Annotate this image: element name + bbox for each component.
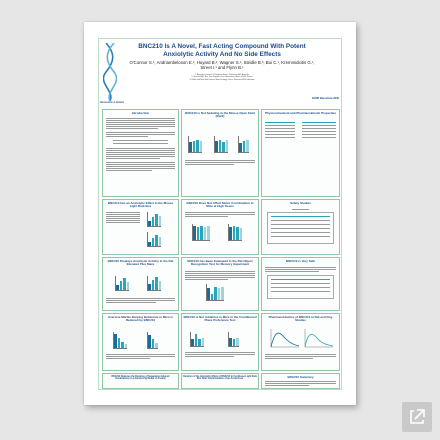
dna-helix-logo: [103, 43, 117, 101]
safety-table: [267, 212, 334, 244]
panel-place-preference: [181, 313, 259, 371]
poster-header: [99, 39, 343, 109]
safety-table: [267, 275, 334, 299]
pk-curve: [304, 328, 334, 348]
panel-title: BNC210 Summary: [287, 374, 314, 379]
panel-motor-coordination: [181, 199, 259, 255]
panel-title: Safety Studies: [290, 200, 311, 205]
panel-object-recognition: [181, 257, 259, 311]
event-label: ECNP Barcelona 2009: [312, 97, 339, 100]
panel-title: BNC210 Displays Anxiolytic Activity in the Rat Elevated Plus Maze: [107, 258, 174, 266]
panel-title: Physicochemical and Pharmacokinetic Properties: [264, 110, 337, 115]
panel-pharmacokinetics: [261, 313, 340, 371]
panel-title: BNC210 is Not Sedating in the Mouse Open Field (Dark): [185, 110, 255, 118]
panel-title: Pharmacokinetics of BNC210 in Rat and Dog Studies: [268, 314, 333, 322]
panel-very-safe: [261, 257, 340, 311]
panel-introduction: [102, 109, 179, 197]
panel-marble-burying: [102, 313, 179, 371]
poster-authors: O'Connor S.¹, Andriambeloson E.², Huyard B.², Wagner S.², Steidle B.³, Bui C.¹, Kremmidiotis G.¹, Street I.¹ and Flynn B.¹: [129, 60, 315, 71]
panel-duration: [181, 373, 259, 389]
panel-title: BNC210 Does Not Affect Motor Coordination in Mice at High Doses: [186, 200, 254, 208]
panel-physicochemical: [261, 109, 340, 197]
panel-vocalizations: [102, 373, 179, 389]
document-page: [84, 22, 356, 405]
panel-title: Duration of the Anxiolytic Effect of BNC210 in the Mouse Light Dark Box After Administration of an Acute Dose: [183, 375, 257, 381]
panel-title: BNC210 has Been Evaluated in the Rat Object Recognition Test for Memory Impairment: [187, 258, 253, 266]
brand-name: Bionomics Limited: [100, 101, 124, 104]
poster: [98, 38, 342, 390]
panel-title: BNC210 has an Anxiolytic Effect in the Mouse Light Dark Box: [107, 200, 174, 208]
panel-safety-studies: [261, 199, 340, 255]
panel-title: BNC210 is Not Addictive in Mice in the Conditioned Place Preference Test: [183, 314, 257, 322]
panel-light-dark-box: [102, 199, 179, 255]
panel-open-field: [181, 109, 259, 197]
poster-title: BNC210 Is A Novel, Fast Acting Compound With Potent Anxiolytic Activity And No Side Effects: [138, 43, 306, 58]
panel-title: Aversive Marble Burying Behaviour in Mice is Reduced by BNC210: [108, 314, 173, 322]
panel-title: Introduction: [131, 110, 150, 115]
poster-affiliations: 1. Bionomics Limited, 31 Dalgleish Street, Thebarton SA 5, Australia 2. Neurofit SAS, Rue Jean Sapidus, Parc d'Innovation, Illkirch 67400, France 3. Brake and Steel Self Defence Biotechnology Centre, Southend SS99, Australia: [189, 74, 255, 81]
panel-title: BNC210 Reduces the Duration of Separation Induced Vocalizations in a Guinea Pig Model of Anxiety: [111, 375, 170, 381]
pk-curve: [270, 328, 300, 348]
panel-title: BNC210 is Very Safe: [285, 258, 316, 263]
panel-elevated-plus-maze: [102, 257, 179, 311]
expand-icon[interactable]: [402, 402, 432, 432]
panel-summary: [261, 373, 340, 389]
